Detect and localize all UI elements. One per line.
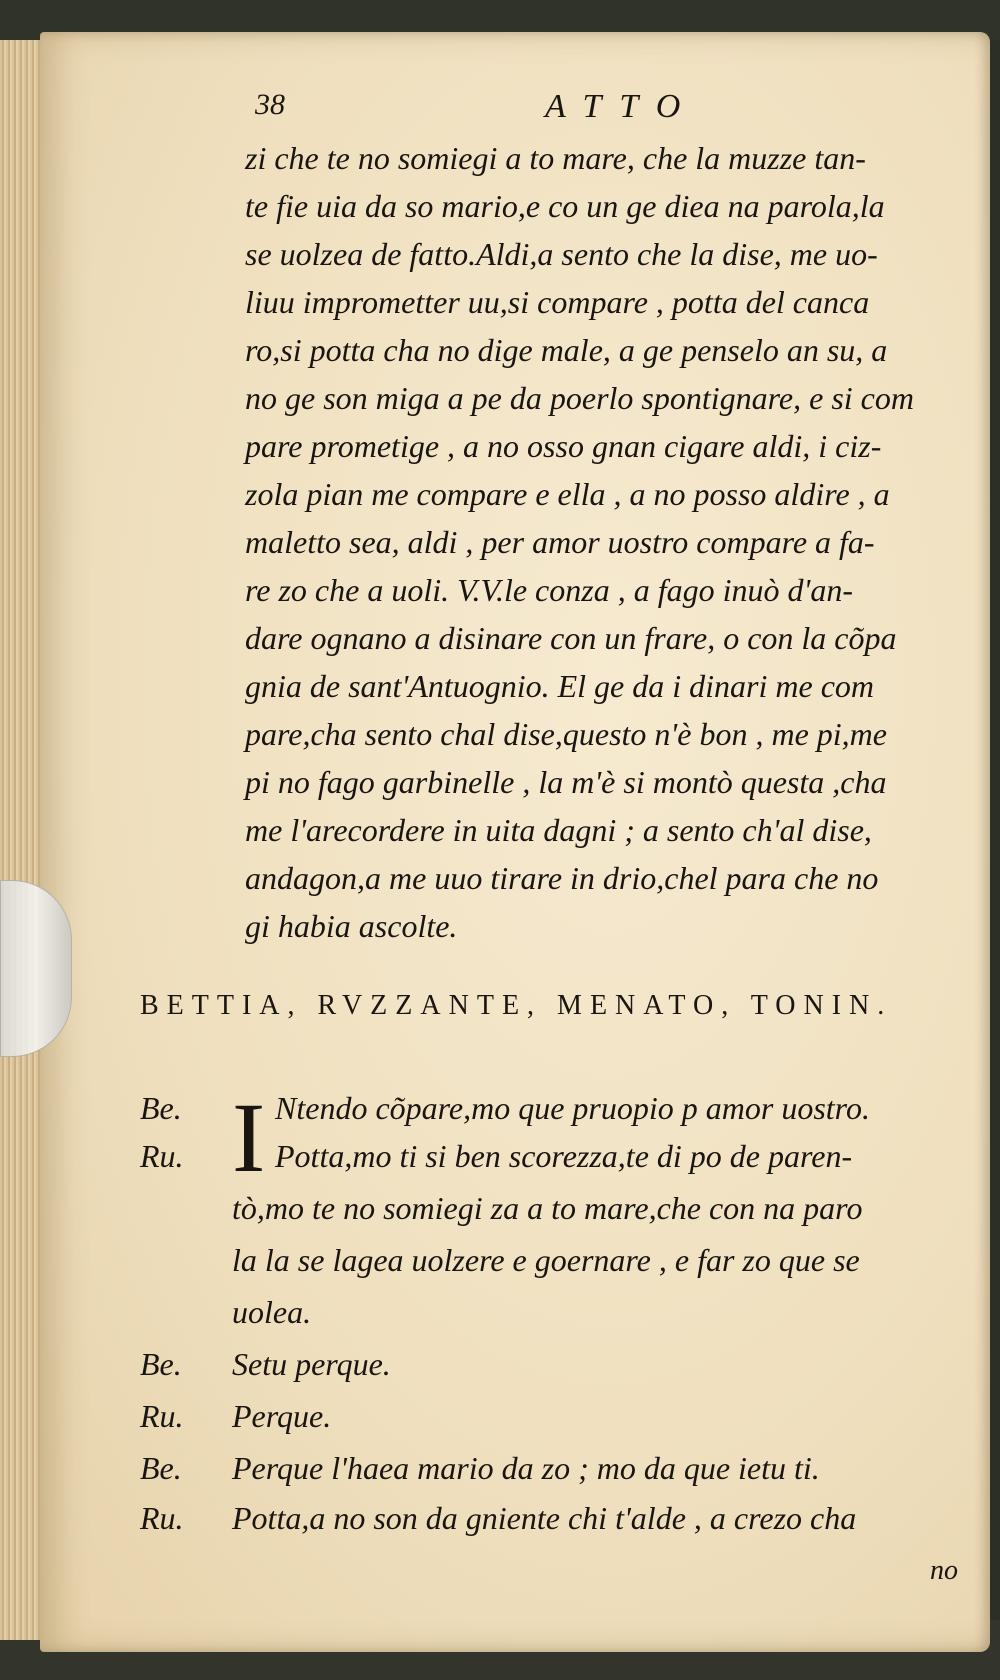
speaker-label: Ru.: [140, 1500, 184, 1536]
dialogue-line: Potta,a no son da gniente chi t'alde , a crezo cha: [232, 1500, 857, 1536]
text-line: pare,cha sento chal dise,questo n'è bon , me pi,me: [245, 716, 887, 752]
page-number: 38: [255, 88, 285, 121]
speaker-label: Be.: [140, 1450, 182, 1486]
text-line: me l'arecordere in uita dagni ; a sento ch'al dise,: [245, 812, 872, 848]
text-line: re zo che a uoli. V.V.le conza , a fago inuò d'an-: [245, 572, 853, 608]
text-line: te fie uia da so mario,e co un ge diea na parola,la: [245, 188, 885, 224]
running-head: ATTO: [545, 88, 699, 125]
text-line: pi no fago garbinelle , la m'è si montò questa ,cha: [245, 764, 887, 800]
dialogue-line: uolea.: [232, 1294, 312, 1330]
text-line: no ge son miga a pe da poerlo spontignare, e si com: [245, 380, 914, 416]
text-line: se uolzea de fatto.Aldi,a sento che la dise, me uo-: [245, 236, 878, 272]
text-line: maletto sea, aldi , per amor uostro compare a fa-: [245, 524, 875, 560]
page-clip: [0, 880, 72, 1057]
dialogue-line: Perque l'haea mario da zo ; mo da que ietu ti.: [232, 1450, 820, 1486]
speaker-label: Ru.: [140, 1138, 184, 1174]
text-line: dare ognano a disinare con un frare, o con la cõpa: [245, 620, 897, 656]
text-line: gi habia ascolte.: [245, 908, 458, 944]
speaker-label: Be.: [140, 1346, 182, 1382]
text-line: ro,si potta cha no dige male, a ge penselo an su, a: [245, 332, 888, 368]
dialogue-line: Setu perque.: [232, 1346, 391, 1382]
text-line: zola pian me compare e ella , a no posso aldire , a: [245, 476, 890, 512]
drop-cap: I: [232, 1082, 266, 1193]
dialogue-line: Potta,mo ti si ben scorezza,te di po de paren-: [275, 1138, 853, 1174]
dialogue-line: Perque.: [232, 1398, 332, 1434]
dialogue-line: tò,mo te no somiegi za a to mare,che con na paro: [232, 1190, 863, 1226]
text-line: liuu imprometter uu,si compare , potta del canca: [245, 284, 870, 320]
text-line: gnia de sant'Antuognio. El ge da i dinari me com: [245, 668, 874, 704]
text-line: zi che te no somiegi a to mare, che la muzze tan-: [245, 140, 866, 176]
persons-heading: BETTIA, RVZZANTE, MENATO, TONIN.: [140, 990, 893, 1021]
speaker-label: Ru.: [140, 1398, 184, 1434]
catchword: no: [930, 1555, 958, 1586]
dialogue-line: la la se lagea uolzere e goernare , e far zo que se: [232, 1242, 860, 1278]
page-header: [255, 88, 775, 138]
dialogue-line: Ntendo cõpare,mo que pruopio p amor uostro.: [275, 1090, 870, 1126]
speaker-label: Be.: [140, 1090, 182, 1126]
text-line: pare prometige , a no osso gnan cigare aldi, i ciz-: [245, 428, 882, 464]
text-line: andagon,a me uuo tirare in drio,chel para che no: [245, 860, 879, 896]
